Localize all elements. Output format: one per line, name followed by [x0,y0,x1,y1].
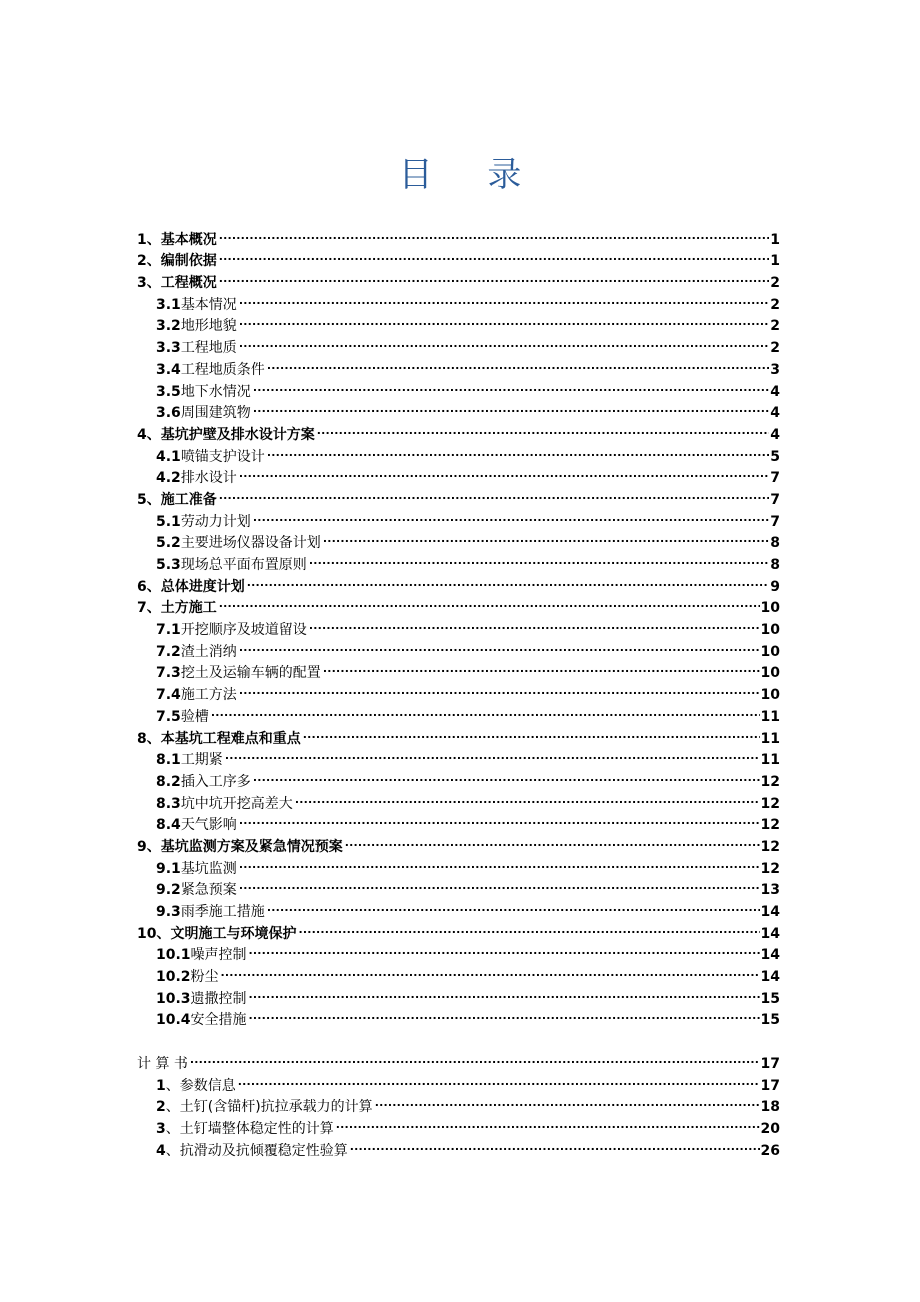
toc-leader-dots [238,1068,760,1090]
toc-entry-number: 8.3 [156,795,181,812]
toc-entry-label: 5、施工准备 [137,491,217,508]
toc-entry-page: 10 [760,622,780,639]
toc-entry-label: 遗撒控制 [190,990,247,1007]
toc-leader-dots [219,265,770,287]
toc-leader-dots [317,417,770,439]
toc-entry-label: 渣土消纳 [180,643,237,660]
toc-entry-number: 9.1 [156,860,181,877]
toc-entry-page: 15 [760,1012,780,1029]
toc-entry-label: 9、基坑监测方案及紧急情况预案 [137,838,343,855]
toc-entry-page: 11 [760,708,780,725]
toc-entry-number: 1 [156,1077,166,1094]
toc-entry-label: 计 算 书 [137,1055,188,1072]
toc-entry-page: 10 [760,665,780,682]
toc-leader-dots [239,873,760,895]
toc-leader-dots [253,504,769,526]
toc-entry-number: 7.1 [156,622,181,639]
toc-leader-dots [239,677,760,699]
toc-entry-label: 劳动力计划 [180,513,251,530]
toc-entry-label: 主要进场仪器设备计划 [180,535,321,552]
toc-entry-label: 挖土及运输车辆的配置 [180,665,321,682]
toc-entry-label: 现场总平面布置原则 [180,557,307,573]
toc-entry-page: 14 [760,904,780,920]
toc-entry-label: 、土钉墙整体稳定性的计算 [165,1120,334,1137]
toc-leader-dots [239,461,769,483]
toc-leader-dots [239,851,760,873]
toc-entry-page: 11 [760,730,780,747]
toc-leader-dots [295,786,760,808]
toc-entry-label: 地形地貌 [180,318,237,335]
toc-entry-page: 2 [770,296,780,313]
toc-entry-number: 5.1 [156,513,181,530]
toc-entry-page: 7 [770,513,780,530]
toc-entry-number: 10.1 [156,947,191,964]
toc-entry-label: 坑中坑开挖高差大 [180,795,293,812]
toc-entry-label: 验槽 [180,708,209,725]
toc-entry-label: 噪声控制 [190,947,247,964]
toc-entry-page: 1 [770,231,780,248]
toc-entry-page: 4 [770,405,780,422]
toc-entry-page: 12 [760,817,780,834]
toc-entry-subsection[interactable] [137,504,780,530]
toc-entry-label: 工期紧 [180,752,223,769]
toc-entry-calculation-heading[interactable] [137,1046,780,1072]
toc-leader-dots [225,743,760,765]
toc-leader-dots [219,591,760,613]
toc-leader-dots [345,829,760,851]
toc-entry-label: 工程地质条件 [180,361,265,378]
toc-entry-section[interactable] [137,482,780,508]
toc-entry-label: 喷锚支护设计 [180,448,265,465]
toc-entry-page: 7 [770,470,780,487]
toc-entry-page: 10 [760,687,780,704]
toc-entry-number: 7.2 [156,643,181,660]
toc-entry-page: 15 [760,990,780,1007]
toc-entry-page: 14 [760,947,780,964]
toc-entry-label: 开挖顺序及坡道留设 [180,622,307,639]
toc-entry-number: 3.3 [156,340,181,357]
toc-entry-page: 8 [770,535,780,552]
toc-entry-subsection[interactable] [137,959,780,986]
toc-entry-number: 7.5 [156,708,181,725]
toc-entry-page: 2 [770,318,780,335]
toc-entry-page: 12 [760,860,780,877]
toc-entry-calculation-item[interactable] [137,1068,780,1094]
toc-entry-page: 5 [770,448,780,465]
table-of-contents [137,222,780,1159]
toc-entry-number: 3 [156,1120,166,1137]
toc-leader-dots [323,656,760,678]
toc-entry-label: 插入工序多 [180,773,251,790]
toc-entry-label: 10、文明施工与环境保护 [137,925,297,942]
toc-entry-page: 4 [770,383,780,400]
toc-entry-page: 20 [760,1120,780,1137]
toc-entry-section[interactable] [137,721,780,747]
toc-entry-label: 地下水情况 [180,383,251,400]
toc-entry-subsection[interactable] [137,981,780,1007]
toc-entry-number: 9.2 [156,882,181,899]
toc-entry-label: 基本情况 [180,296,237,313]
toc-entry-page: 3 [770,361,780,378]
toc-leader-dots [239,634,760,656]
toc-entry-number: 5.3 [156,557,181,573]
toc-entry-label: 8、本基坑工程难点和重点 [137,730,301,747]
toc-entry-label: 、参数信息 [165,1077,236,1094]
toc-entry-page: 12 [760,795,780,812]
toc-leader-dots [239,287,769,309]
toc-entry-page: 17 [760,1077,780,1094]
toc-leader-dots [323,526,769,548]
toc-leader-dots [247,569,770,591]
toc-leader-dots [249,938,760,960]
toc-entry-number: 3.4 [156,361,181,378]
toc-entry-subsection[interactable] [137,743,780,769]
toc-leader-dots [239,330,769,352]
toc-entry-page: 8 [770,557,780,573]
toc-entry-number: 4.1 [156,448,181,465]
toc-entry-number: 4.2 [156,470,181,487]
toc-entry-label: 1、基本概况 [137,231,217,248]
toc-entry-label: 工程地质 [180,340,237,357]
toc-entry-page: 4 [770,426,780,443]
toc-entry-page: 2 [770,340,780,357]
toc-leader-dots [336,1111,760,1133]
toc-entry-page: 12 [760,838,780,855]
toc-entry-number: 2 [156,1099,166,1116]
toc-entry-number: 3.6 [156,405,181,422]
toc-entry-page: 12 [760,773,780,790]
toc-entry-page: 2 [770,275,780,292]
toc-entry-number: 9.3 [156,904,181,920]
toc-entry-label: 安全措施 [190,1012,247,1029]
toc-leader-dots [249,1003,760,1025]
toc-entry-number: 4 [156,1142,166,1159]
toc-entry-number: 8.4 [156,817,181,834]
toc-leader-dots [350,1133,760,1155]
toc-leader-dots [219,482,770,504]
toc-entry-page: 17 [760,1055,780,1072]
toc-entry-page: 14 [760,925,780,942]
toc-leader-dots [221,959,760,981]
toc-entry-page: 14 [760,969,780,986]
toc-entry-label: 粉尘 [190,969,219,986]
toc-entry-label: 4、基坑护壁及排水设计方案 [137,426,315,443]
toc-leader-dots [253,764,760,786]
toc-leader-dots [267,439,769,461]
toc-entry-label: 7、土方施工 [137,600,217,617]
toc-entry-section[interactable] [137,244,780,270]
toc-leader-dots [190,1046,760,1068]
toc-entry-label: 、抗滑动及抗倾覆稳定性验算 [165,1142,348,1159]
toc-entry-page: 11 [760,752,780,769]
toc-entry-number: 5.2 [156,535,181,552]
toc-entry-label: 6、总体进度计划 [137,578,245,595]
toc-entry-label: 天气影响 [180,817,237,834]
toc-entry-number: 10.3 [156,990,191,1007]
toc-leader-dots [219,244,770,266]
toc-entry-number: 7.3 [156,665,181,682]
toc-entry-page: 7 [770,491,780,508]
toc-entry-subsection[interactable] [137,764,780,790]
toc-entry-number: 10.4 [156,1012,191,1029]
toc-entry-number: 3.2 [156,318,181,335]
toc-leader-dots [211,699,760,721]
toc-entry-subsection[interactable] [137,699,780,725]
toc-entry-number: 3.1 [156,296,181,313]
toc-entry-page: 10 [760,643,780,660]
toc-entry-label: 雨季施工措施 [180,904,265,920]
toc-leader-dots [309,547,769,569]
toc-entry-subsection[interactable] [137,612,780,639]
toc-leader-dots [239,309,769,331]
toc-entry-section[interactable] [137,591,780,617]
toc-entry-page: 1 [770,253,780,270]
toc-entry-label: 、土钉(含锚杆)抗拉承载力的计算 [165,1099,373,1116]
toc-entry-label: 周围建筑物 [180,405,251,422]
toc-entry-label: 2、编制依据 [137,253,217,270]
toc-leader-dots [253,396,769,418]
toc-entry-label: 基坑监测 [180,860,237,877]
toc-entry-section[interactable] [137,265,780,292]
toc-entry-page: 26 [760,1142,780,1159]
page-title: 目 录 [398,155,544,195]
toc-leader-dots [375,1090,760,1112]
toc-entry-label: 排水设计 [180,470,237,487]
toc-leader-dots [239,808,760,830]
toc-leader-dots [303,721,760,743]
toc-entry-label: 3、工程概况 [137,275,217,292]
toc-entry-number: 8.1 [156,752,181,769]
toc-entry-page: 10 [760,600,780,617]
toc-entry-subsection[interactable] [137,287,780,313]
toc-leader-dots [309,612,760,634]
toc-leader-dots [253,374,769,396]
toc-entry-number: 10.2 [156,969,191,986]
toc-entry-label: 施工方法 [180,687,237,704]
toc-leader-dots [298,916,759,938]
toc-leader-dots [267,352,769,374]
toc-entry-number: 7.4 [156,687,181,704]
toc-leader-dots [267,894,760,916]
toc-entry-page: 18 [760,1099,780,1116]
toc-entry-label: 紧急预案 [180,882,237,899]
toc-leader-dots [219,222,770,244]
toc-entry-number: 3.5 [156,383,181,400]
toc-entry-page: 13 [760,882,780,899]
toc-entry-number: 8.2 [156,773,181,790]
toc-entry-section[interactable] [137,222,780,248]
toc-leader-dots [249,981,760,1003]
toc-entry-page: 9 [770,578,780,595]
